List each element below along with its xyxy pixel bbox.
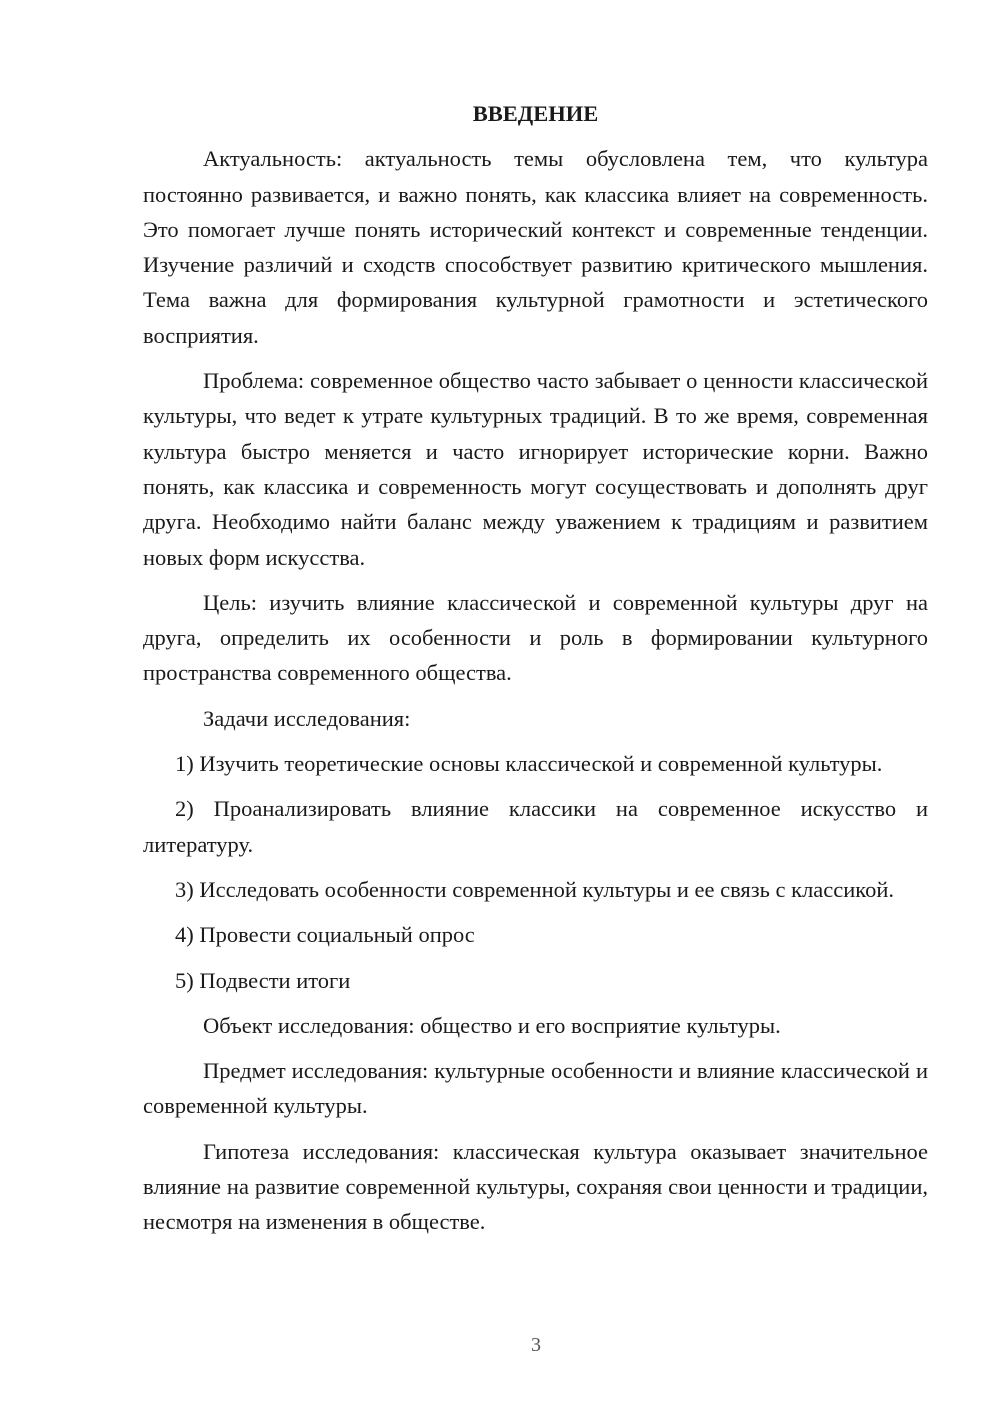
subject-paragraph: Предмет исследования: культурные особенности и влияние классической и современной культуры. — [143, 1058, 928, 1119]
hypothesis-paragraph: Гипотеза исследования: классическая культура оказывает значительное влияние на развитие современной культуры, сохраняя свои ценности и традиции, несмотря на изменения в обществе. — [143, 1138, 928, 1235]
object-paragraph: Объект исследования: общество и его восприятие культуры. — [203, 1012, 781, 1038]
page-number: 3 — [531, 1334, 541, 1356]
task-item-4: 4) Провести социальный опрос — [175, 922, 475, 948]
task-item-3: 3) Исследовать особенности современной культуры и ее связь с классикой. — [175, 876, 895, 902]
page-content — [143, 96, 928, 1250]
task-item-5: 5) Подвести итоги — [175, 967, 351, 993]
task-item-2: 2) Проанализировать влияние классики на современное искусство и литературу. — [143, 796, 928, 857]
goal-paragraph: Цель: изучить влияние классической и современной культуры друг на друга, определить их особенности и роль в формировании культурного пространства современного общества. — [143, 589, 928, 686]
task-item-1: 1) Изучить теоретические основы классической и современной культуры. — [175, 751, 883, 777]
problem-paragraph: Проблема: современное общество часто забывает о ценности классической культуры, что ведет к утрате культурных традиций. В то же время, современная культура быстро меняется и часто игнорирует исторические корни. Важно понять, как классика и современность могут сосуществовать и дополнять друг друга. Необходимо найти баланс между уважением к традициям и развитием новых форм искусства. — [143, 368, 928, 570]
tasks-heading: Задачи исследования: — [203, 705, 411, 731]
relevance-paragraph: Актуальность: актуальность темы обусловлена тем, что культура постоянно развивается, и важно понять, как классика влияет на современность. Это помогает лучше понять исторический контекст и современные тенденции. Изучение различий и сходств способствует развитию критического мышления. Тема важна для формирования культурной грамотности и эстетического восприятия. — [143, 146, 928, 348]
page-title: ВВЕДЕНИЕ — [472, 101, 599, 126]
